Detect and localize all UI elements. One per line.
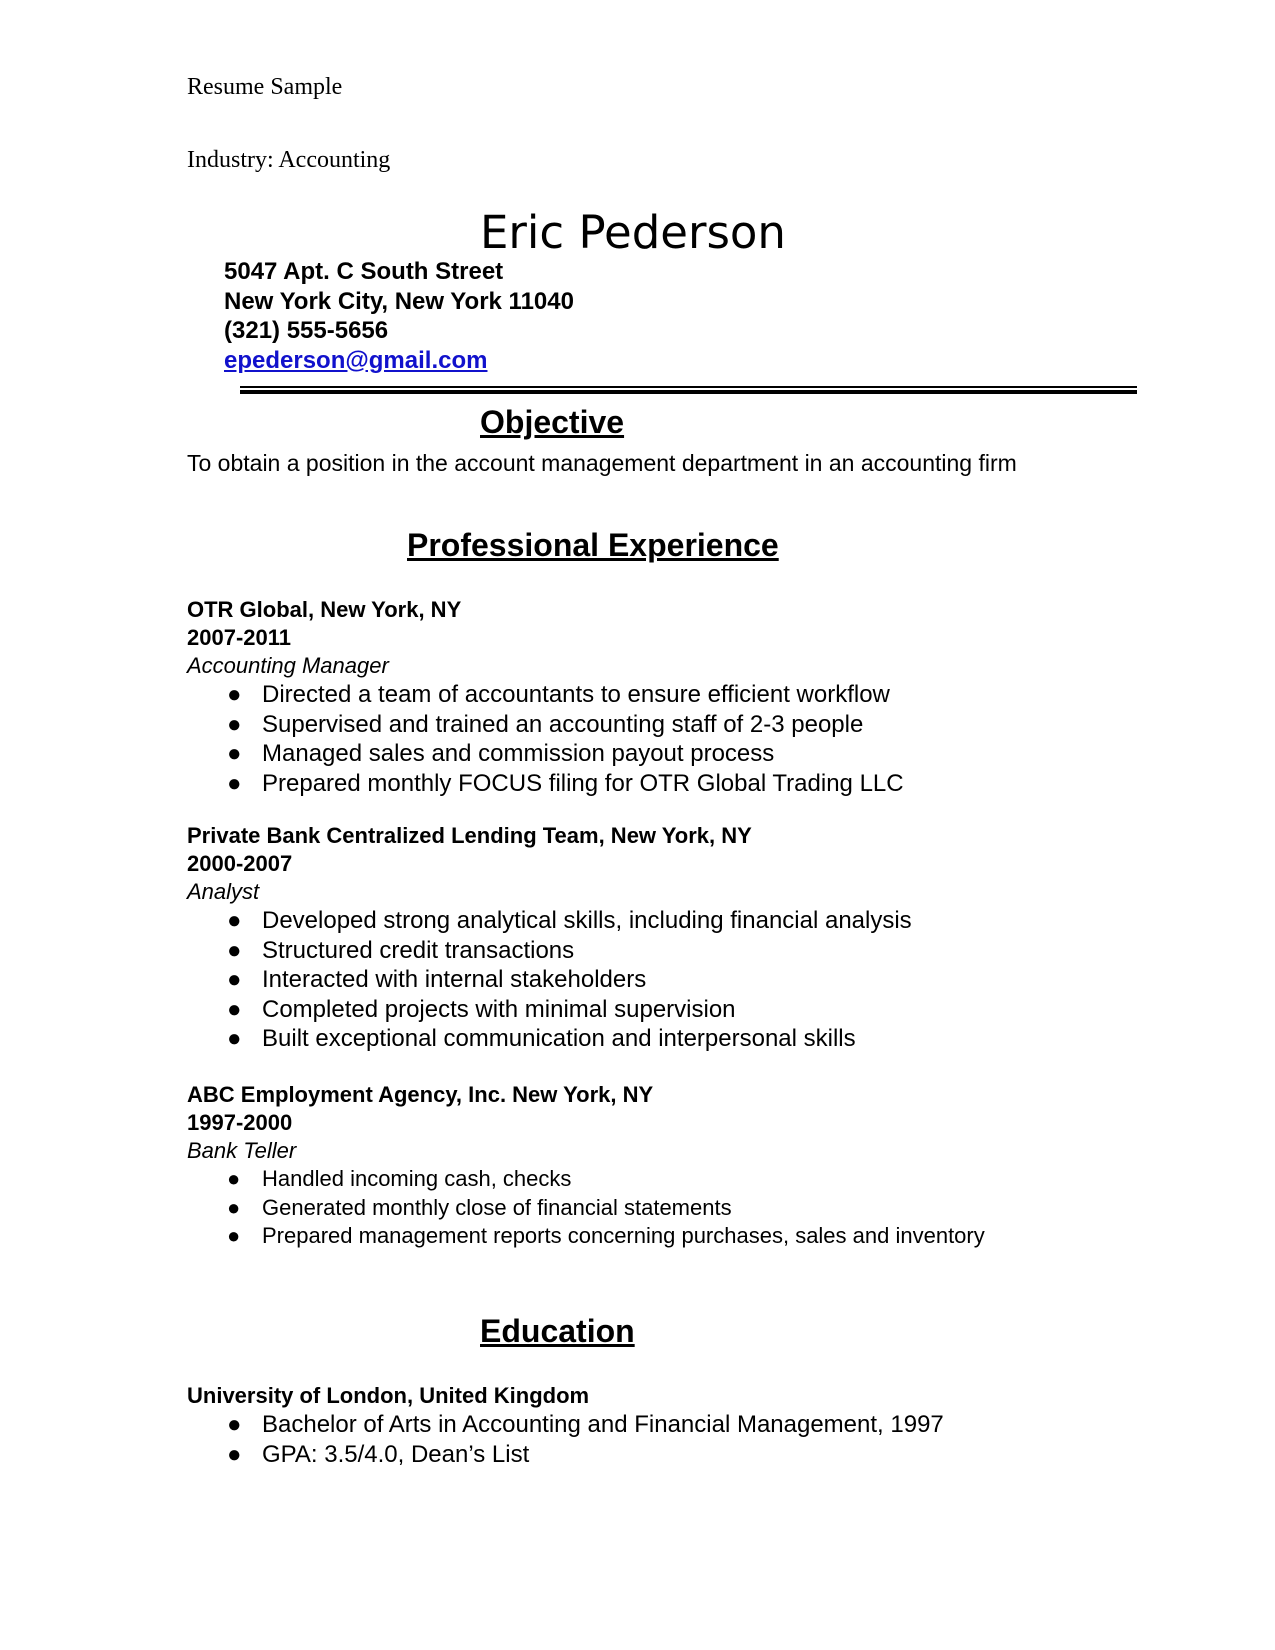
bullet-icon: ● xyxy=(227,1194,241,1220)
bullet-icon: ● xyxy=(227,1440,242,1468)
list-item: ● Completed projects with minimal supervision xyxy=(227,995,736,1023)
bullet-icon: ● xyxy=(227,681,242,708)
job-role: Analyst xyxy=(187,879,260,904)
bullet-icon: ● xyxy=(227,769,242,797)
school-name: University of London, United Kingdom xyxy=(187,1383,590,1408)
list-item: ● Bachelor of Arts in Accounting and Financial Management, 1997 xyxy=(227,1411,944,1438)
bullet-icon: ● xyxy=(227,740,242,767)
experience-heading: Professional Experience xyxy=(407,527,779,563)
job-company: Private Bank Centralized Lending Team, New York, NY xyxy=(187,823,752,848)
list-item: ● Handled incoming cash, checks xyxy=(187,1165,985,1194)
job-role: Bank Teller xyxy=(187,1138,297,1163)
bullet-icon: ● xyxy=(227,907,242,934)
divider-rule-thick xyxy=(240,390,1137,394)
job-company: ABC Employment Agency, Inc. New York, NY xyxy=(187,1082,654,1107)
bullet-icon: ● xyxy=(227,1411,242,1438)
bullet-icon: ● xyxy=(227,966,242,993)
bullet-icon: ● xyxy=(227,1223,241,1248)
education-heading: Education xyxy=(480,1313,635,1349)
address-line-1: 5047 Apt. C South Street xyxy=(224,258,504,285)
list-item: ● Supervised and trained an accounting staff of 2-3 people xyxy=(227,710,864,738)
job-bullets xyxy=(187,906,912,1054)
divider-rule-thin xyxy=(240,386,1137,388)
job-company: OTR Global, New York, NY xyxy=(187,597,462,622)
education-entry xyxy=(187,1382,944,1469)
address-line-2: New York City, New York 11040 xyxy=(224,287,574,315)
objective-text: To obtain a position in the account management department in an accounting firm xyxy=(187,450,1017,476)
job-bullets xyxy=(187,680,904,798)
job-years: 2000-2007 xyxy=(187,851,293,876)
job-entry-abc-employment xyxy=(187,1081,985,1251)
bullet-icon: ● xyxy=(227,1025,242,1052)
objective-heading: Objective xyxy=(480,404,625,440)
list-item: ● Prepared monthly FOCUS filing for OTR Global Trading LLC xyxy=(227,769,904,797)
job-bullets xyxy=(187,1165,985,1251)
list-item: ● GPA: 3.5/4.0, Dean’s List xyxy=(227,1440,530,1468)
job-years: 2007-2011 xyxy=(187,625,291,650)
bullet-icon: ● xyxy=(227,936,242,964)
list-item: ● Generated monthly close of financial statements xyxy=(187,1194,985,1223)
job-role: Accounting Manager xyxy=(187,653,389,678)
list-item: ● Structured credit transactions xyxy=(227,936,575,964)
email-link[interactable]: epederson@gmail.com xyxy=(224,346,488,374)
bullet-icon: ● xyxy=(227,710,242,738)
job-entry-private-bank xyxy=(187,822,912,1054)
phone-number: (321) 555-5656 xyxy=(224,317,389,344)
list-item: ● Developed strong analytical skills, including financial analysis xyxy=(227,907,912,934)
bullet-icon: ● xyxy=(227,1166,241,1191)
job-entry-otr-global xyxy=(187,596,904,798)
list-item: ● Managed sales and commission payout process xyxy=(227,740,775,767)
list-item: ● Built exceptional communication and interpersonal skills xyxy=(227,1025,856,1052)
education-bullets xyxy=(187,1410,944,1469)
document-title: Resume Sample xyxy=(187,74,343,100)
job-years: 1997-2000 xyxy=(187,1110,293,1135)
contact-block xyxy=(224,257,574,375)
industry-label: Industry: Accounting xyxy=(187,147,391,173)
list-item: ● Interacted with internal stakeholders xyxy=(227,966,647,993)
list-item: ● Directed a team of accountants to ensure efficient workflow xyxy=(227,681,890,708)
list-item: ● Prepared management reports concerning purchases, sales and inventory xyxy=(187,1222,985,1251)
candidate-name: Eric Pederson xyxy=(480,206,786,259)
bullet-icon: ● xyxy=(227,995,242,1023)
